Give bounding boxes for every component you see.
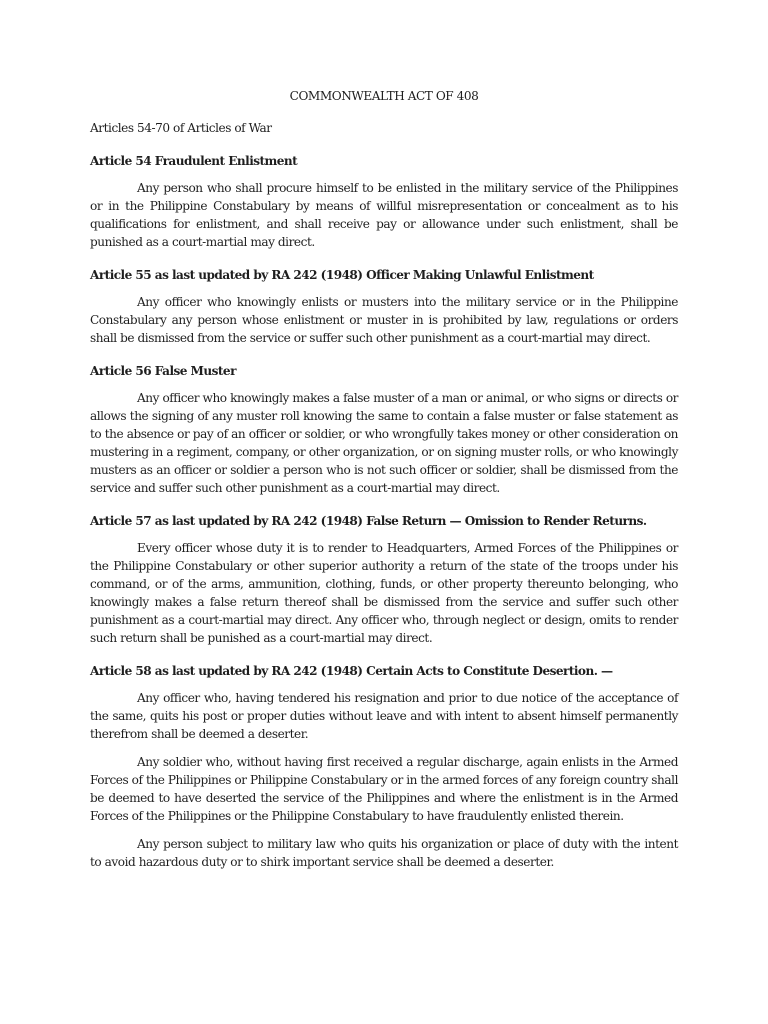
article-57-section: [90, 512, 678, 647]
article-58-heading: Article 58 as last updated by RA 242 (1948) Certain Acts to Constitute Desertion. —: [90, 664, 613, 678]
article-56-heading: Article 56 False Muster: [90, 364, 236, 378]
article-58-paragraph-2: Any soldier who, without having first received a regular discharge, again enlists in the Armed Forces of the Philippines or Philippine Constabulary or in the armed forces of any foreign country shall be deemed to have deserted the service of the Philippines and where the enlistment is in the Armed Forces of the Philippines or the Philippine Constabulary to have fraudulently enlisted therein.: [90, 755, 678, 823]
article-58-section: [90, 662, 678, 871]
article-57-heading: Article 57 as last updated by RA 242 (1948) False Return — Omission to Render Returns.: [90, 514, 647, 528]
article-54-heading: Article 54 Fraudulent Enlistment: [90, 154, 298, 168]
article-54-paragraph: Any person who shall procure himself to be enlisted in the military service of the Philippines or in the Philippine Constabulary by means of willful misrepresentation or concealment as to his qualifications for enlistment, and shall receive pay or allowance under such enlistment, shall be punished as a court-martial may direct.: [90, 181, 678, 249]
article-56-section: [90, 362, 678, 497]
article-58-paragraph-3: Any person subject to military law who quits his organization or place of duty with the intent to avoid hazardous duty or to shirk important service shall be deemed a deserter.: [90, 837, 678, 869]
document-subtitle: Articles 54-70 of Articles of War: [90, 121, 272, 135]
article-55-heading: Article 55 as last updated by RA 242 (1948) Officer Making Unlawful Enlistment: [90, 268, 594, 282]
article-54-section: [90, 152, 678, 251]
article-58-paragraph-1: Any officer who, having tendered his resignation and prior to due notice of the acceptance of the same, quits his post or proper duties without leave and with intent to absent himself permanently therefrom shall be deemed a deserter.: [90, 691, 678, 741]
document-title: COMMONWEALTH ACT OF 408: [289, 89, 479, 103]
article-55-paragraph: Any officer who knowingly enlists or musters into the military service or in the Philippine Constabulary any person whose enlistment or muster in is prohibited by law, regulations or orders shall be dismissed from the service or suffer such other punishment as a court-martial may direct.: [90, 295, 678, 345]
article-57-paragraph: Every officer whose duty it is to render to Headquarters, Armed Forces of the Philippines or the Philippine Constabulary or other superior authority a return of the state of the troops under his command, or of the arms, ammunition, clothing, funds, or other property thereunto belonging, who knowingly makes a false return thereof shall be dismissed from the service and suffer such other punishment as a court-martial may direct. Any officer who, through neglect or design, omits to render such return shall be punished as a court-martial may direct.: [90, 541, 678, 645]
document-page: [90, 0, 678, 871]
article-56-paragraph: Any officer who knowingly makes a false muster of a man or animal, or who signs or directs or allows the signing of any muster roll knowing the same to contain a false muster or false statement as to the absence or pay of an officer or soldier, or who wrongfully takes money or other consideration on mustering in a regiment, company, or other organization, or on signing muster rolls, or who knowingly musters as an officer or soldier a person who is not such officer or soldier, shall be dismissed from the service and suffer such other punishment as a court-martial may direct.: [90, 391, 678, 495]
article-55-section: [90, 266, 678, 347]
